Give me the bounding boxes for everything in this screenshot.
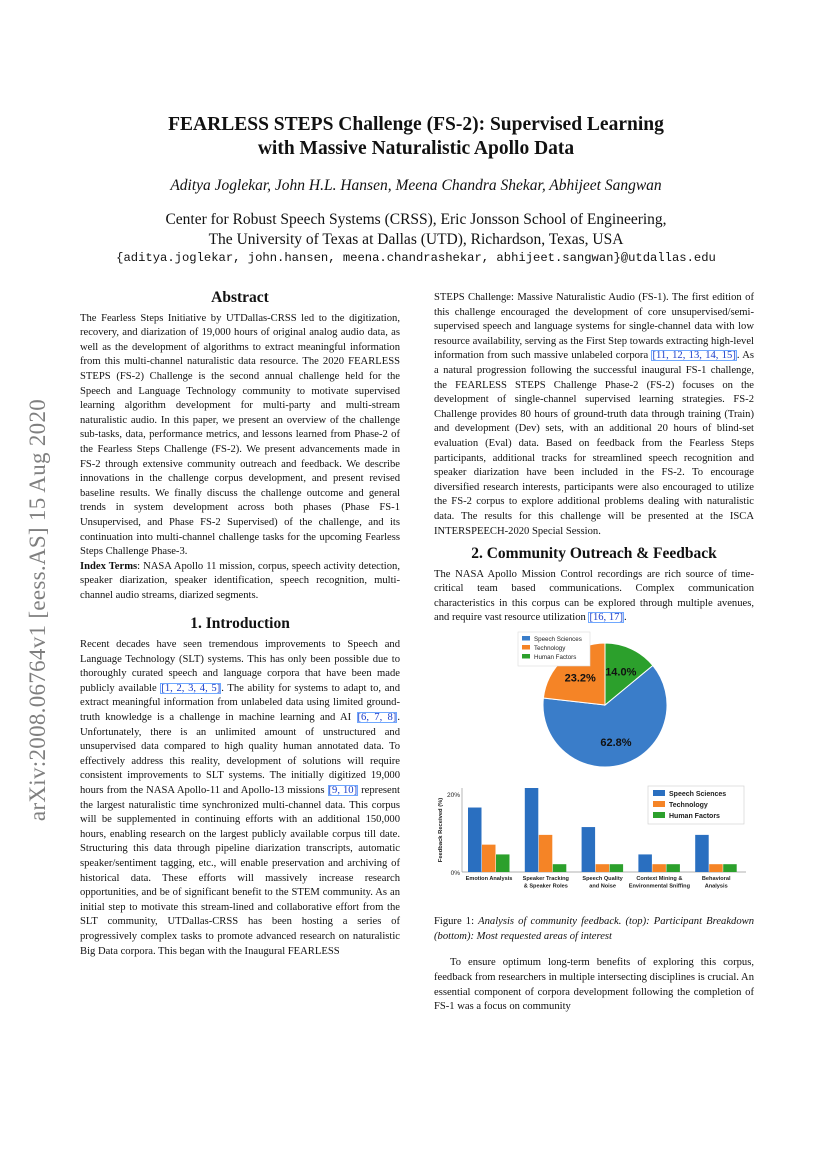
bar-legend-label: Human Factors [669, 812, 720, 820]
bar [610, 864, 624, 872]
fs1-paragraph [434, 291, 754, 539]
outreach-text-2: . [623, 612, 627, 624]
bar [666, 864, 680, 872]
affiliation [100, 210, 732, 250]
title-line-2: with Massive Naturalistic Apollo Data [257, 138, 575, 159]
citation-link[interactable]: [9, 10] [328, 785, 358, 796]
bar [482, 844, 496, 871]
citation-link[interactable]: [16, 17] [589, 612, 623, 624]
bar [468, 807, 482, 871]
bar-legend-swatch [653, 801, 665, 807]
closing-paragraph: To ensure optimum long-term benefits of exploring this corpus, feedback from researchers in multiple intersecting disciplines is crucial. An essential component of corpora development following the completion of FS-1 was a focus on community [434, 957, 754, 1013]
bar-y-axis-label: Feedback Received (%) [438, 797, 444, 862]
bar-legend-swatch [653, 790, 665, 796]
bar [496, 854, 510, 872]
affiliation-line-1: Center for Robust Speech Systems (CRSS), Eric Jonsson School of Engineering, [165, 211, 667, 228]
index-terms-text: : NASA Apollo 11 mission, corpus, speech activity detection, speaker diarization, speaker identification, speech recognition, multi-channel audio streams, diarized segments. [80, 560, 400, 601]
author-emails: {aditya.joglekar, john.hansen, meena.chandrashekar, abhijeet.sangwan}@utdallas.edu [116, 251, 716, 265]
bar-legend-label: Speech Sciences [669, 790, 727, 798]
pie-legend [518, 632, 590, 666]
bar-legend-swatch [653, 812, 665, 818]
bar-y-tick-label: 20% [446, 791, 460, 799]
index-terms [80, 560, 400, 604]
outreach-heading: 2. Community Outreach & Feedback [471, 545, 717, 563]
bar [695, 835, 709, 872]
introduction-heading: 1. Introduction [190, 615, 290, 633]
pie-legend-label: Human Factors [534, 654, 577, 662]
pie-slice-label: 62.8% [600, 736, 632, 749]
bar [638, 854, 652, 872]
abstract-heading: Abstract [211, 289, 269, 306]
figure-caption-label: Figure 1: [434, 916, 479, 928]
bar-category-label: Emotion Analysis [465, 875, 513, 882]
pie-slice-label: 14.0% [605, 666, 637, 679]
bar [553, 864, 567, 872]
bar [709, 864, 723, 872]
intro-text-2: . The ability for systems to adapt to, and extract meaningful information from unlabeled data using limited ground-truth knowledge is a challenge in machine learning and AI [80, 682, 401, 724]
figure-caption-text: Analysis of community feedback. (top): Participant Breakdown (bottom): Most requested areas of interest [434, 916, 754, 942]
citation-link[interactable]: [6, 7, 8] [357, 712, 397, 724]
citation-link[interactable]: [1, 2, 3, 4, 5] [161, 682, 221, 694]
outreach-paragraph [434, 568, 754, 626]
figure-caption [434, 915, 754, 944]
abstract-text: The Fearless Steps Initiative by UTDallas-CRSS led to the digitization, recovery, and diarization of 19,000 hours of original analog audio data, as well as the development of algorithms to extract meaningful information from this multi-channel naturalistic data resource. The 2020 FEARLESS STEPS (FS-2) Challenge is the second annual challenge held for the Speech and Language Technology community to motivate supervised learning algorithm development for multi-party and multi-stream naturalistic audio. In this paper, we present an overview of the challenge sub-tasks, data, performance metrics, and lessons learned from Phase-2 of the Fearless Steps Challenge (FS-2). We present advancements made in FS-2 through extensive community outreach and feedback. We describe innovations in the challenge corpus development, and present revised baseline results. We finally discuss the challenge outcome and general trends in system development across both phases (Phase FS-1 Unsupervised, and Phase FS-2 Supervised) of the challenge, and its continuation into multi-channel challenge tasks for the upcoming Fearless Steps Challenge Phase-3. [80, 312, 400, 558]
bar-category-label: Behavioral [701, 875, 731, 882]
pie-legend-swatch [522, 645, 530, 650]
pie-legend-label: Technology [534, 645, 566, 653]
bar-category-label: Speaker Tracking [522, 875, 569, 882]
pie-legend-label: Speech Sciences [534, 636, 582, 644]
bar-category-label: Speech Quality [582, 875, 623, 882]
left-column [80, 291, 400, 959]
pie-legend-swatch [522, 654, 530, 659]
bar-category-label: Analysis [704, 883, 728, 890]
bar-category-label: Context Mining & [636, 875, 683, 882]
intro-text-3: . Unfortunately, there is an unlimited amount of unstructured and unsupervised data compared to high quality human annotated data. To effectively address this reality, development of solutions will require consistent improvements to SLT systems. The initially digitized 19,000 hours from the NASA Apollo-11 and Apollo-13 missions [80, 712, 400, 796]
index-terms-label: Index Terms [80, 560, 138, 572]
arxiv-identifier-text: arXiv:2008.06764v1 [eess.AS] 15 Aug 2020 [25, 398, 50, 822]
bar-category-label: & Speaker Roles [523, 883, 568, 890]
citation-link[interactable]: [11, 12, 13, 14, 15] [652, 350, 736, 362]
bar [539, 835, 553, 872]
arxiv-identifier [24, 350, 52, 870]
bar [652, 864, 666, 872]
participant-pie-chart [434, 626, 754, 774]
bar [582, 827, 596, 872]
bar-legend [648, 786, 744, 824]
intro-text-1: Recent decades have seen tremendous improvements to Speech and Language Technology (SLT) systems. This has only been possible due to thoroughly curated speech and language corpora that have been made publicly available [80, 639, 400, 694]
bar [723, 864, 737, 872]
outreach-text-1: The NASA Apollo Mission Control recordings are rich source of time-critical team based communications. Complex communication characteristics in this corpus can be explored through multiple avenues, and require vast resource utilization [434, 568, 754, 624]
bar [525, 788, 539, 872]
pie-legend-swatch [522, 636, 530, 641]
pie-slice-label: 23.2% [564, 672, 596, 685]
fs1-text-2: . As a natural progression following the successful inaugural FS-1 challenge, the FEARLESS STEPS Challenge Phase-2 (FS-2) focuses on the development of single-channel supervised learning strategies. FS-2 Challenge provides 80 hours of ground-truth data through training (Train) and development (Dev) sets, with an additional 20 hours of blind-set evaluation (Eval) data. Based on feedback from the Fearless Steps participants, additional tracks for streamlined speech recognition and speaker diarization have been included in the FS-2. To encourage diversified research interests, participants were also encouraged to utilize the FS-2 corpus to explore additional problems dealing with naturalistic data. The results for this challenge will be presented at the ISCA INTERSPEECH-2020 Special Session. [434, 350, 754, 537]
bar-category-label: Environmental Sniffing [628, 883, 691, 890]
figure-1 [434, 626, 754, 944]
fs1-text-1: STEPS Challenge: Massive Naturalistic Audio (FS-1). The first edition of this challenge encouraged the development of core unsupervised/semi-supervised speech and language systems for single-channel data with low resource availability, serving as the First Step towards extracting high-level information from such massive unlabeled corpora [434, 292, 754, 362]
paper-title [120, 113, 712, 161]
author-list: Aditya Joglekar, John H.L. Hansen, Meena Chandra Shekar, Abhijeet Sangwan [170, 177, 662, 194]
bar-category-label: and Noise [589, 883, 616, 890]
bar-legend-label: Technology [669, 801, 708, 809]
intro-text-4: represent the largest naturalistic time synchronized multi-channel data. This corpus will be supplemented in continuing efforts with an additional 150,000 hours, enabling research on the largest publicly available corpus till date. Structuring this data through pipeline diarization transcripts, automatic speaker/sentiment tagging, etc., will enable preservation and archiving of historical data. These efforts will massively increase research opportunities, and be of significant benefit to the STEM community. As an initial step to motivate this stream-lined and collaborative effort from the SLT community, UTDallas-CRSS has been hosting a series of progressively complex tasks to promote advanced research on naturalistic Big Data corpora. This began with the Inaugural FEARLESS [80, 785, 400, 957]
feedback-bar-chart [434, 780, 754, 906]
title-line-1: FEARLESS STEPS Challenge (FS-2): Supervised Learning [168, 114, 664, 135]
introduction-paragraph [80, 638, 400, 959]
bar-y-tick-label: 0% [450, 869, 460, 877]
affiliation-line-2: The University of Texas at Dallas (UTD), Richardson, Texas, USA [208, 231, 624, 248]
right-column [434, 291, 754, 1015]
bar [596, 864, 610, 872]
